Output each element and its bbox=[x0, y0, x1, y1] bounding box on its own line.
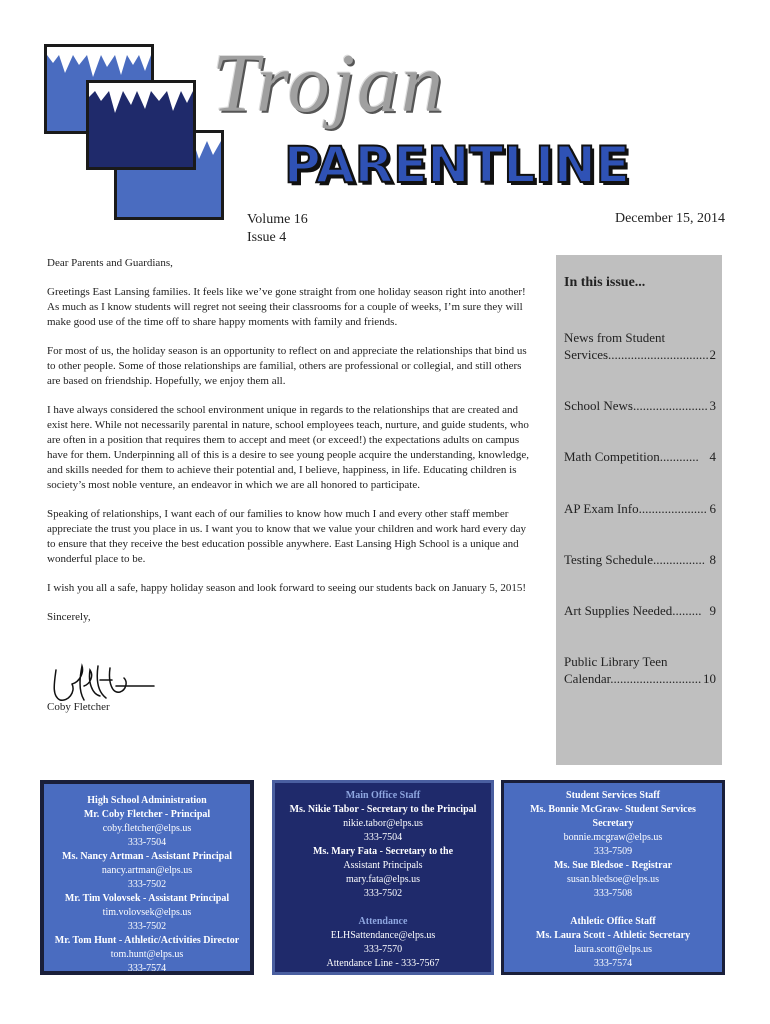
staff-name: Ms. Laura Scott - Athletic Secretary bbox=[535, 930, 691, 941]
issue-label: Issue 4 bbox=[247, 230, 287, 245]
staff-phone: 333-7502 bbox=[127, 879, 167, 890]
staff-phone: 333-7502 bbox=[127, 921, 167, 932]
toc-item-page: 4 bbox=[709, 449, 716, 464]
staff-name: Ms. Mary Fata - Secretary to the bbox=[312, 846, 454, 857]
toc-item-page: 6 bbox=[709, 501, 716, 516]
toc-item[interactable] bbox=[564, 551, 716, 568]
toc-item-label: AP Exam Info..................... bbox=[564, 501, 707, 516]
staff-email: nikie.tabor@elps.us bbox=[343, 818, 423, 829]
toc-item[interactable] bbox=[564, 329, 716, 363]
staff-name: Ms. Bonnie McGraw- Student Services bbox=[530, 804, 696, 815]
volume-issue bbox=[247, 211, 308, 247]
staff-email: susan.bledsoe@elps.us bbox=[567, 874, 659, 885]
newsletter-logo bbox=[40, 40, 240, 220]
toc-item-label: Calendar............................ bbox=[564, 671, 702, 686]
letter-paragraph: Greetings East Lansing families. It feels like we’ve gone straight from one holiday season right into another! As much as I know students will regret not seeing their classrooms for a couple of weeks, I’m sure they will make good use of the time off to share happy moments with family and friends. bbox=[47, 286, 526, 328]
toc-item[interactable] bbox=[564, 602, 716, 619]
icicle-tile-icon bbox=[86, 80, 196, 170]
principal-letter bbox=[47, 256, 537, 639]
box-heading: Student Services Staff bbox=[566, 790, 660, 801]
box-heading: High School Administration bbox=[87, 795, 207, 806]
staff-role: Assistant Principals bbox=[343, 860, 423, 871]
toc-item-label: Services............................... bbox=[564, 347, 709, 362]
toc-item-label: Art Supplies Needed......... bbox=[564, 603, 702, 618]
staff-name: Mr. Tim Volovsek - Assistant Principal bbox=[64, 893, 230, 904]
signoff-name: Coby Fletcher bbox=[47, 701, 110, 713]
administration-box bbox=[40, 780, 254, 975]
toc-item-label: Testing Schedule................ bbox=[564, 552, 705, 567]
toc-item-page: 2 bbox=[709, 347, 716, 362]
staff-email: coby.fletcher@elps.us bbox=[102, 823, 192, 834]
staff-email: mary.fata@elps.us bbox=[345, 874, 421, 885]
toc-item-page: 8 bbox=[709, 552, 716, 567]
staff-phone: 333-7504 bbox=[363, 832, 403, 843]
staff-phone: 333-7574 bbox=[127, 963, 167, 974]
toc-item[interactable] bbox=[564, 448, 716, 465]
toc-item-label: School News....................... bbox=[564, 398, 708, 413]
toc-item-page: 10 bbox=[703, 671, 716, 686]
staff-email: tim.volovsek@elps.us bbox=[102, 907, 192, 918]
masthead-title-main: PARENTLINE bbox=[284, 136, 630, 194]
masthead-title-top: Trojan bbox=[212, 37, 445, 130]
staff-phone: 333-7509 bbox=[593, 846, 633, 857]
staff-name: Mr. Tom Hunt - Athletic/Activities Director bbox=[54, 935, 240, 946]
staff-phone: 333-7508 bbox=[593, 888, 633, 899]
staff-name: Ms. Nikie Tabor - Secretary to the Principal bbox=[289, 804, 477, 815]
staff-email: laura.scott@elps.us bbox=[573, 944, 653, 955]
volume-label: Volume 16 bbox=[247, 212, 308, 227]
in-this-issue-sidebar bbox=[556, 255, 722, 765]
staff-email: tom.hunt@elps.us bbox=[110, 949, 184, 960]
issue-date: December 15, 2014 bbox=[614, 211, 725, 226]
letter-paragraph: For most of us, the holiday season is an opportunity to reflect on and appreciate the relationships that bind us to other people. Some of those relationships are familial, others are professional or collegial, and still others are based on friendship. Hopefully, we enjoy them all. bbox=[47, 345, 527, 387]
staff-phone: 333-7502 bbox=[363, 888, 403, 899]
letter-paragraph: Speaking of relationships, I want each of our families to know how much I and every other staff member appreciate the trust you place in us. I want you to know that we value your children and work hard every day to ensure that they receive the best education possible anywhere. East Lansing High School is a unique and wonderful place to be. bbox=[47, 508, 526, 565]
letter-paragraph: I wish you all a safe, happy holiday season and look forward to seeing our students back on January 5, 2015! bbox=[47, 582, 526, 594]
staff-name: Mr. Coby Fletcher - Principal bbox=[83, 809, 211, 820]
toc-item-label: Public Library Teen bbox=[564, 654, 668, 669]
staff-email: nancy.artman@elps.us bbox=[101, 865, 193, 876]
main-office-box bbox=[272, 780, 494, 975]
toc-item-label: News from Student bbox=[564, 330, 666, 345]
staff-phone: 333-7504 bbox=[127, 837, 167, 848]
toc-item-label: Math Competition............ bbox=[564, 449, 699, 464]
toc-item-page: 9 bbox=[709, 603, 716, 618]
student-services-box bbox=[501, 780, 725, 975]
toc-item[interactable] bbox=[564, 653, 716, 687]
sidebar-heading: In this issue... bbox=[564, 275, 646, 290]
attendance-phone: 333-7570 bbox=[363, 944, 403, 955]
signature-icon bbox=[50, 662, 160, 706]
toc-item[interactable] bbox=[564, 397, 716, 414]
toc-item[interactable] bbox=[564, 500, 716, 517]
attendance-email: ELHSattendance@elps.us bbox=[330, 930, 436, 941]
letter-salutation: Dear Parents and Guardians, bbox=[47, 257, 173, 269]
staff-name: Ms. Sue Bledsoe - Registrar bbox=[553, 860, 673, 871]
toc-item-page: 3 bbox=[709, 398, 716, 413]
letter-closing: Sincerely, bbox=[47, 611, 91, 623]
staff-role: Secretary bbox=[592, 818, 634, 829]
staff-phone: 333-7574 bbox=[593, 958, 633, 969]
staff-email: bonnie.mcgraw@elps.us bbox=[563, 832, 663, 843]
letter-paragraph: I have always considered the school environment unique in regards to the relationships that are created and exist here. While not necessarily parental in nature, school employees teach, nurture, and guide students, who are often in a position that requires them to accept and meet (or exceed!) the expectations adults on campus have for them. Underpinning all of this is a desire to see young people acquire the understanding, knowledge, and skills needed for them to achieve their potential and, I believe, happiness, in life. Educating children is society’s most noble venture, an endeavor in which we are all honored to participate. bbox=[47, 404, 530, 491]
staff-name: Ms. Nancy Artman - Assistant Principal bbox=[62, 851, 232, 862]
box-heading: Main Office Staff bbox=[345, 790, 421, 801]
athletic-heading: Athletic Office Staff bbox=[570, 916, 656, 927]
attendance-line: Attendance Line - 333-7567 bbox=[326, 958, 440, 969]
attendance-heading: Attendance bbox=[358, 916, 408, 927]
